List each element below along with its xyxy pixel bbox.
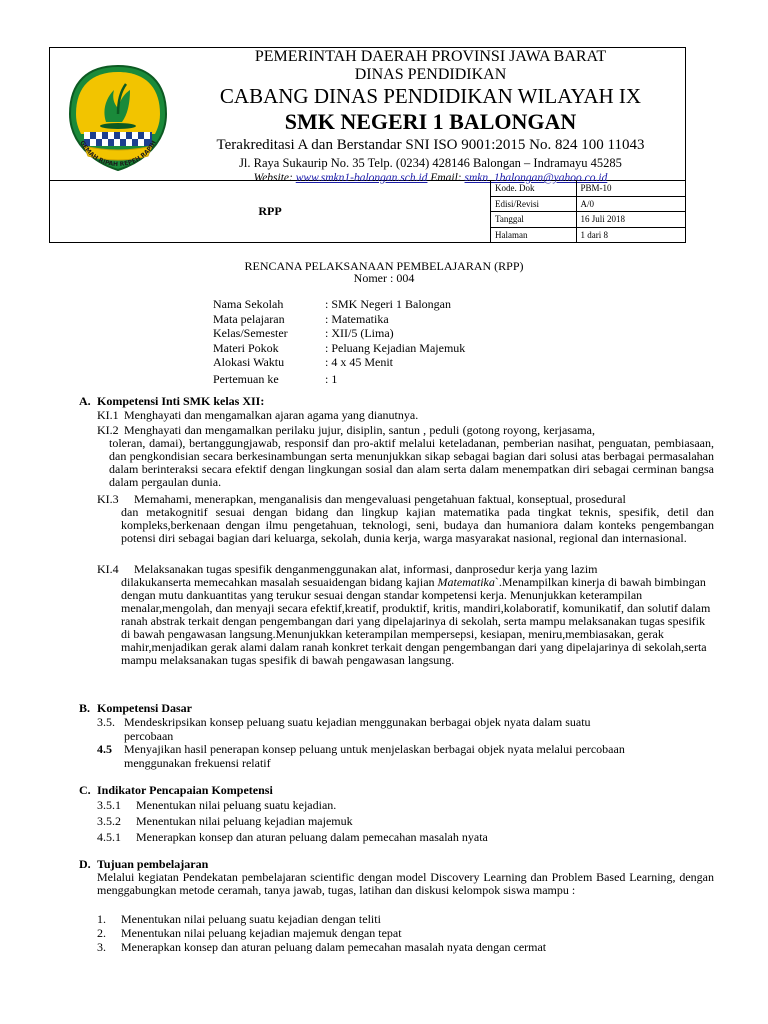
email-label: Email:: [430, 172, 462, 184]
list-item: [213, 297, 465, 312]
ki4-text-b: `.Menampilkan kinerja di bawah bimbingan dengan mutu dankuantitas yang terukur sesuai dengan standar kompetensi kerja. Menunjukkan keterampilan menalar,mengolah, dan menyaji secara efektif,kreatif, produktif, kritis, mandiri,kolaboratif, komunikatif, dan solutif dalam ranah abstrak terkait dengan pengembangan dari yang dipelajarinya di sekolah, serta mampu melaksanakan tugas spesifik di bawah pengawasan langsung.Menunjukkan keterampilan mempersepsi, kesiapan, meniru,membiasakan, gerak mahir,menjadikan gerak alami dalam ranah konkret terkait dengan pengembangan dari yang dipelajarinya di sekolah,serta mampu melaksanakan tugas spesifik di bawah pengawasan langsung.: [121, 575, 711, 667]
info-value: : XII/5 (Lima): [325, 326, 394, 340]
info-value: : SMK Negeri 1 Balongan: [325, 297, 451, 311]
kd2-text: Menyajikan hasil penerapan konsep peluang untuk menjelaskan berbagai objek nyata melalui percobaan: [124, 742, 625, 756]
doc-value: 1 dari 8: [580, 230, 608, 241]
list-item: [213, 326, 465, 341]
ki1-code: KI.1: [97, 408, 119, 422]
table-row: [491, 196, 686, 211]
indicator-code: 4.5.1: [97, 830, 121, 844]
info-label: Mata pelajaran: [213, 311, 285, 326]
info-value: : 1: [325, 371, 338, 386]
section-a-heading: Kompetensi Inti SMK kelas XII:: [97, 394, 265, 408]
section-c-heading: Indikator Pencapaian Kompetensi: [97, 783, 273, 797]
info-value: : Peluang Kejadian Majemuk: [325, 340, 466, 355]
objective-text: Menentukan nilai peluang suatu kejadian dengan teliti: [121, 912, 381, 926]
indicator-text: Menentukan nilai peluang suatu kejadian.: [136, 798, 337, 812]
branch-line: CABANG DINAS PENDIDIKAN WILAYAH IX: [219, 84, 642, 108]
objective-number: 3.: [97, 940, 106, 954]
document-control-table: [491, 181, 686, 243]
list-item: [213, 312, 465, 327]
ki4-subject: Matematika: [437, 575, 495, 589]
kd2-continuation: menggunakan frekuensi relatif: [124, 756, 271, 770]
section-a-letter: A.: [79, 394, 91, 408]
info-label: Alokasi Waktu: [213, 355, 285, 369]
info-label: Pertemuan ke: [213, 371, 279, 386]
ki4-code: KI.4: [97, 562, 119, 576]
email-link[interactable]: smkn_1balongan@yahoo.co.id: [464, 172, 608, 184]
doc-key: Edisi/Revisi: [491, 196, 576, 211]
kd1-text: Mendeskripsikan konsep peluang suatu kejadian menggunakan berbagai objek nyata dalam suatu: [124, 715, 591, 729]
doc-key: Kode. Dok: [491, 181, 576, 196]
kd1-continuation: percobaan: [124, 729, 174, 743]
document-title: RENCANA PELAKSANAAN PEMBELAJARAN (RPP): [244, 259, 524, 273]
doc-key: Halaman: [491, 227, 576, 242]
objective-number: 2.: [97, 926, 106, 940]
objectives-intro: Melalui kegiatan Pendekatan pembelajaran scientific dengan model Discovery Learning dan Problem Based Learning, dengan menggabungkan metode ceramah, tanya jawab, tugas, latihan dan diskusi kelompok siswa mampu :: [97, 870, 714, 897]
doc-value: PBM-10: [576, 181, 686, 196]
objective-number: 1.: [97, 912, 106, 926]
school-name: SMK NEGERI 1 BALONGAN: [284, 109, 577, 134]
doc-key: Tanggal: [491, 212, 576, 227]
document-control-box: [49, 181, 686, 243]
section-b-letter: B.: [79, 701, 91, 715]
website-link[interactable]: www.smkn1-balongan.sch.id: [295, 172, 428, 184]
document-number: Nomer : 004: [353, 271, 415, 285]
ki2-code: KI.2: [97, 423, 119, 437]
info-label: Nama Sekolah: [213, 297, 284, 311]
doc-value: 16 Juli 2018: [576, 212, 686, 227]
ki4-text: [121, 576, 714, 667]
government-line: PEMERINTAH DAERAH PROVINSI JAWA BARAT: [254, 48, 607, 65]
ki2-first-line: Menghayati dan mengamalkan perilaku jujur, disiplin, santun , peduli (gotong royong, kerjasama,: [124, 423, 595, 437]
address-line: Jl. Raya Sukaurip No. 35 Telp. (0234) 428146 Balongan – Indramayu 45285: [239, 156, 622, 170]
table-row: [491, 212, 686, 227]
svg-text:GEMAH RIPAH REPEH RAPIH: GEMAH RIPAH REPEH RAPIH: [78, 139, 158, 169]
list-item: [213, 372, 465, 387]
indicator-code: 3.5.1: [97, 798, 121, 812]
agency-line: DINAS PENDIDIKAN: [354, 66, 507, 83]
info-value: : 4 x 45 Menit: [325, 355, 393, 369]
info-label: Kelas/Semester: [213, 326, 288, 340]
ki4-first-line: Melaksanakan tugas spesifik denganmenggunakan alat, informasi, danprosedur kerja yang lazim: [134, 562, 598, 576]
ki3-code: KI.3: [97, 492, 119, 506]
ki1-text: Menghayati dan mengamalkan ajaran agama yang dianutnya.: [124, 408, 419, 422]
website-label: Website:: [253, 172, 293, 184]
letterhead-text: [174, 48, 687, 185]
ki2-text: toleran, damai), bertanggungjawab, responsif dan pro-aktif melalui keteladanan, pemberian nasihat, penguatan, pembiasaan, dan pengkondisian secara berkesinambungan serta menunjukkan sikap sebagai bagian dari solusi atas berbagai permasalahan dalam berinteraksi secara efektif dengan lingkungan sosial dan alam serta dalam menempatkan diri sebagai cerminan bangsa dalam pergaulan dunia.: [109, 436, 714, 489]
section-d-letter: D.: [79, 857, 91, 871]
jawa-barat-emblem-icon: [62, 62, 174, 174]
indicator-text: Menentukan nilai peluang kejadian majemuk: [136, 814, 353, 828]
table-row: [491, 227, 686, 242]
objective-text: Menerapkan konsep dan aturan peluang dalam pemecahan masalah nyata dengan cermat: [121, 940, 547, 954]
info-label: Materi Pokok: [213, 340, 279, 355]
ki4-text-a: dilakukanserta memecahkan masalah sesuaidengan bidang kajian: [121, 575, 438, 589]
ki3-text: dan metakognitif sesuai dengan bidang dan lingkup kajian matematika pada tingkat teknis, spesifik, detil dan kompleks,berkenaan dengan ilmu pengetahuan, teknologi, seni, budaya dan humaniora dalam konteks pengembangan potensi diri sebagai bagian dari keluarga, sekolah, dunia kerja, warga masyarakat nasional, regional dan internasional.: [121, 505, 714, 545]
list-item: [213, 355, 465, 370]
kd1-code: 3.5.: [97, 715, 115, 729]
indicator-code: 3.5.2: [97, 814, 121, 828]
accreditation-line: Terakreditasi A dan Berstandar SNI ISO 9001:2015 No. 824 100 11043: [216, 137, 645, 153]
doc-value: A/0: [576, 196, 686, 211]
kd2-code: 4.5: [97, 742, 112, 756]
objective-text: Menentukan nilai peluang kejadian majemuk dengan tepat: [121, 926, 402, 940]
list-item: [213, 341, 465, 356]
section-c-letter: C.: [79, 783, 91, 797]
section-b-heading: Kompetensi Dasar: [97, 701, 192, 715]
letterhead: [49, 47, 686, 184]
table-row: [491, 181, 686, 196]
identity-block: [213, 297, 465, 386]
info-value: : Matematika: [325, 311, 389, 326]
section-d-heading: Tujuan pembelajaran: [97, 857, 209, 871]
ki3-first-line: Memahami, menerapkan, menganalisis dan mengevaluasi pengetahuan faktual, konseptual, prosedural: [134, 492, 626, 506]
indicator-text: Menerapkan konsep dan aturan peluang dalam pemecahan masalah nyata: [136, 830, 488, 844]
document-type-label: RPP: [50, 181, 491, 242]
